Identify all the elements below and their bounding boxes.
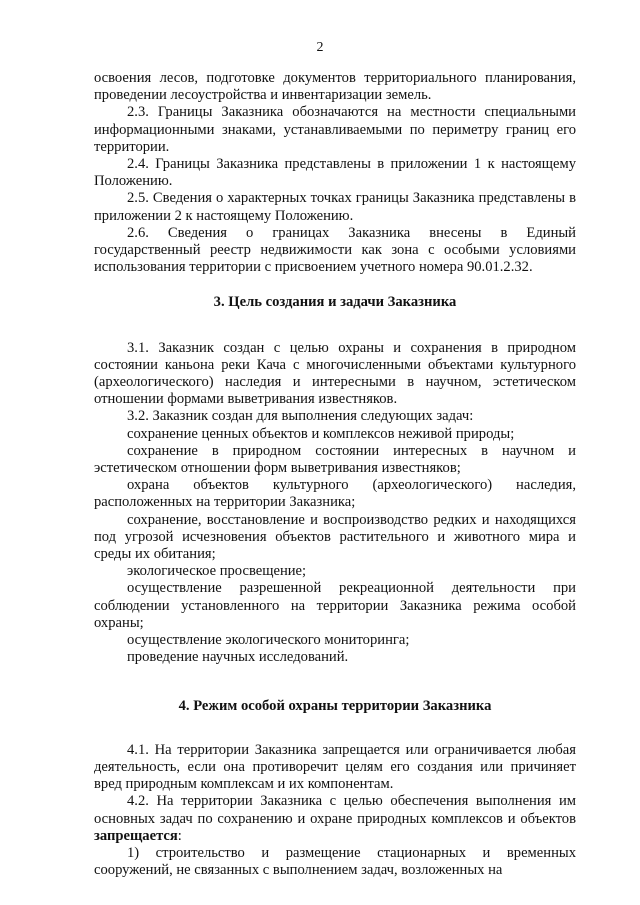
task-item: экологическое просвещение; — [127, 563, 307, 580]
task-item: сохранение в природном состоянии интересных в научном и эстетическом отношении форм выветривания известняков; — [94, 442, 576, 477]
paragraph-continuation: освоения лесов, подготовке документов территориального планирования, проведении лесоустройства и инвентаризации земель. — [94, 70, 576, 104]
paragraph-4-2-colon: : — [177, 827, 182, 844]
paragraph-4-1: 4.1. На территории Заказника запрещается или ограничивается любая деятельность, если она противоречит целям его создания или причиняет вред природным комплексам и их компонентам. — [94, 741, 576, 793]
task-item: проведение научных исследований. — [127, 649, 349, 666]
paragraph-2-4: 2.4. Границы Заказника представлены в приложении 1 к настоящему Положению. — [94, 156, 576, 190]
paragraph-2-5: 2.5. Сведения о характерных точках границы Заказника представлены в приложении 2 к настоящему Положению. — [94, 190, 576, 224]
paragraph-2-3: 2.3. Границы Заказника обозначаются на местности специальными информационными знаками, устанавливаемыми по периметру границ его территории. — [94, 104, 576, 155]
page-number: 2 — [316, 40, 324, 55]
task-item: осуществление экологического мониторинга; — [127, 632, 410, 649]
section-3-heading: 3. Цель создания и задачи Заказника — [213, 294, 457, 311]
section-4-heading: 4. Режим особой охраны территории Заказника — [178, 697, 492, 714]
paragraph-4-2-text: 4.2. На территории Заказника с целью обеспечения выполнения им основных задач по сохранению и охране природных комплексов и объектов — [94, 793, 576, 827]
paragraph-4-2 — [94, 793, 576, 845]
paragraph-3-1: 3.1. Заказник создан с целью охраны и сохранения в природном состоянии каньона реки Кача с многочисленными объектами культурного (археологического) наследия и интересными в научном, эстетическом отношении формами выветривания известняков. — [94, 339, 576, 408]
task-item: осуществление разрешенной рекреационной деятельности при соблюдении установленного на территории Заказника режима особой охраны; — [94, 580, 576, 631]
task-item: сохранение ценных объектов и комплексов неживой природы; — [127, 425, 515, 442]
prohibited-keyword: запрещается — [94, 827, 178, 844]
task-item: сохранение, восстановление и воспроизводство редких и находящихся под угрозой исчезновения объектов растительного и животного мира и среды их обитания; — [94, 511, 576, 563]
document-body — [94, 70, 576, 879]
paragraph-2-6: 2.6. Сведения о границах Заказника внесены в Единый государственный реестр недвижимости как зона с особыми условиями использования территории с присвоением учетного номера 90.01.2.32. — [94, 224, 576, 276]
paragraph-4-2-item-1: 1) строительство и размещение стационарных и временных сооружений, не связанных с выполнением задач, возложенных на — [94, 844, 576, 879]
task-item: охрана объектов культурного (археологического) наследия, расположенных на территории Заказника; — [94, 477, 576, 511]
paragraph-3-2: 3.2. Заказник создан для выполнения следующих задач: — [127, 408, 474, 425]
